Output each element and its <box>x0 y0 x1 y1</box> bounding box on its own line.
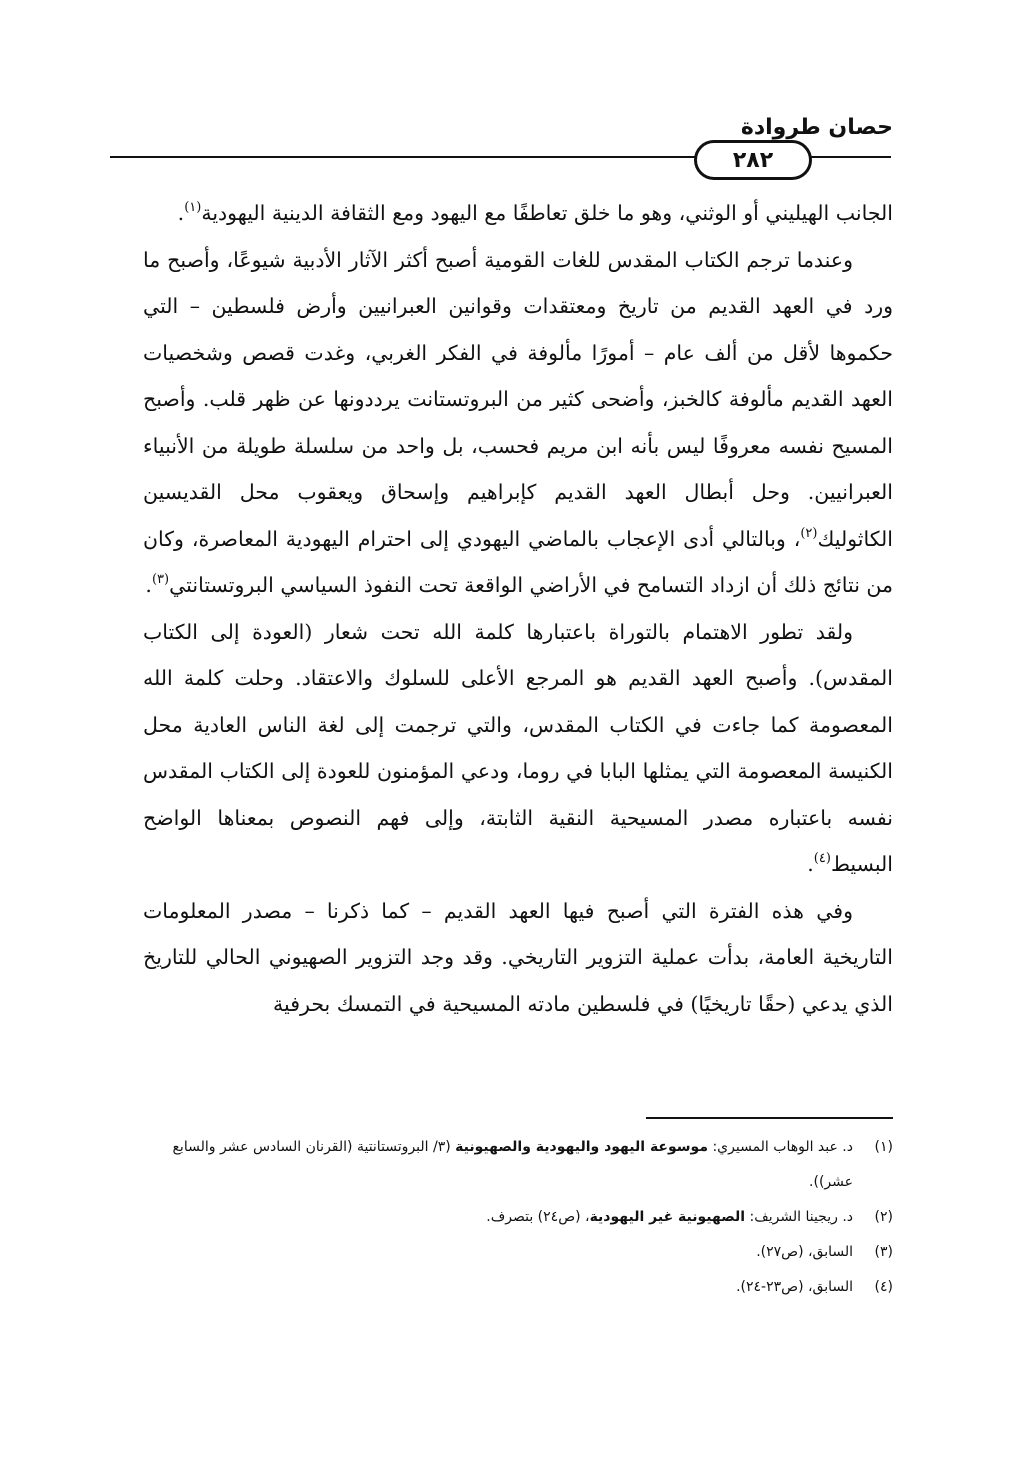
footnote-author: السابق، (ص٢٧). <box>756 1244 853 1260</box>
footnote-1 <box>143 1130 893 1200</box>
page-number: ٢٨٢ <box>732 147 774 173</box>
footnote-ref-3: (٣) <box>151 572 170 587</box>
running-title: حصان طروادة <box>740 115 893 140</box>
paragraph-3-tail: . <box>807 852 814 876</box>
footnote-number: (٤) <box>874 1279 893 1295</box>
paragraph-4-text: وفي هذه الفترة التي أصبح فيها العهد القديم – كما ذكرنا – مصدر المعلومات التاريخية العامة، بدأت عملية التزوير التاريخي. وقد وجد التزوير الصهيوني الحالي للتاريخ الذي يدعي (حقًا تاريخيًا) في فلسطين مادته المسيحية في التمسك بحرفية <box>143 898 893 1016</box>
footnote-author: السابق، (ص٢٣-٢٤). <box>736 1279 853 1295</box>
paragraph-2-text: وعندما ترجم الكتاب المقدس للغات القومية أصبح أكثر الآثار الأدبية شيوعًا، وأصبح ما ورد في العهد القديم من تاريخ ومعتقدات وقوانين العبرانيين وأرض فلسطين – التي حكموها لأقل من ألف عام – أمورًا مألوفة في الفكر الغربي، وغدت قصص وشخصيات العهد القديم مألوفة كالخبز، وأضحى كثير من البروتستانت يرددونها عن ظهر قلب. وأصبح المسيح نفسه معروفًا ليس بأنه ابن مريم فحسب، بل واحد من سلسلة طويلة من الأنبياء العبرانيين. وحل أبطال العهد القديم كإبراهيم وإسحاق ويعقوب محل القديسين الكاثوليك <box>143 247 893 551</box>
paragraph-1-tail: . <box>177 201 185 225</box>
footnote-ref-4: (٤) <box>813 851 831 866</box>
paragraph-3-text: ولقد تطور الاهتمام بالتوراة باعتبارها كلمة الله تحت شعار (العودة إلى الكتاب المقدس). وأصبح العهد القديم هو المرجع الأعلى للسلوك والاعتقاد. وحلت كلمة الله المعصومة كما جاءت في الكتاب المقدس، والتي ترجمت إلى لغة الناس العادية محل الكنيسة المعصومة التي يمثلها البابا في روما، ودعي المؤمنون للعودة إلى الكتاب المقدس نفسه باعتباره مصدر المسيحية النقية الثابتة، وإلى فهم النصوص بمعناها الواضح البسيط <box>143 619 893 876</box>
footnote-4 <box>143 1270 893 1305</box>
page-number-badge <box>694 140 812 180</box>
footnote-text <box>143 1270 853 1305</box>
footnote-number: (١) <box>874 1139 893 1155</box>
body-text <box>143 190 893 1027</box>
footnote-source-title: موسوعة اليهود واليهودية والصهيونية <box>455 1139 708 1155</box>
paragraph-2 <box>143 237 893 609</box>
footnote-2 <box>143 1200 893 1235</box>
footnote-text <box>143 1200 853 1235</box>
footnote-text <box>143 1235 853 1270</box>
footnote-detail: ، (ص٢٤) بتصرف. <box>486 1209 590 1225</box>
footnote-source-title: الصهيونية غير اليهودية <box>589 1209 746 1225</box>
footnote-detail: (٣/ البروتستانتية (القرنان السادس عشر والسابع عشر)). <box>172 1139 853 1190</box>
footnote-ref-1: (١) <box>184 200 202 215</box>
footnote-rule <box>646 1117 893 1119</box>
paragraph-2-tail: . <box>145 573 152 597</box>
footnote-number: (٣) <box>874 1244 893 1260</box>
paragraph-1 <box>143 190 893 237</box>
footnote-number: (٢) <box>874 1209 893 1225</box>
paragraph-2-text-cont: ، وبالتالي أدى الإعجاب بالماضي اليهودي إلى احترام اليهودية المعاصرة، وكان من نتائج ذلك أن ازداد التسامح في الأراضي الواقعة تحت النفوذ السياسي البروتستانتي <box>143 526 893 597</box>
footnotes <box>143 1130 893 1305</box>
paragraph-3 <box>143 609 893 888</box>
footnote-author: د. عبد الوهاب المسيري: <box>708 1139 853 1155</box>
paragraph-1-text: الجانب الهيليني أو الوثني، وهو ما خلق تعاطفًا مع اليهود ومع الثقافة الدينية اليهودية <box>201 201 893 225</box>
footnote-text <box>143 1130 853 1200</box>
footnote-author: د. ريجينا الشريف: <box>745 1209 853 1225</box>
footnote-ref-2: (٢) <box>800 525 818 541</box>
footnote-3 <box>143 1235 893 1270</box>
paragraph-4 <box>143 888 893 1028</box>
